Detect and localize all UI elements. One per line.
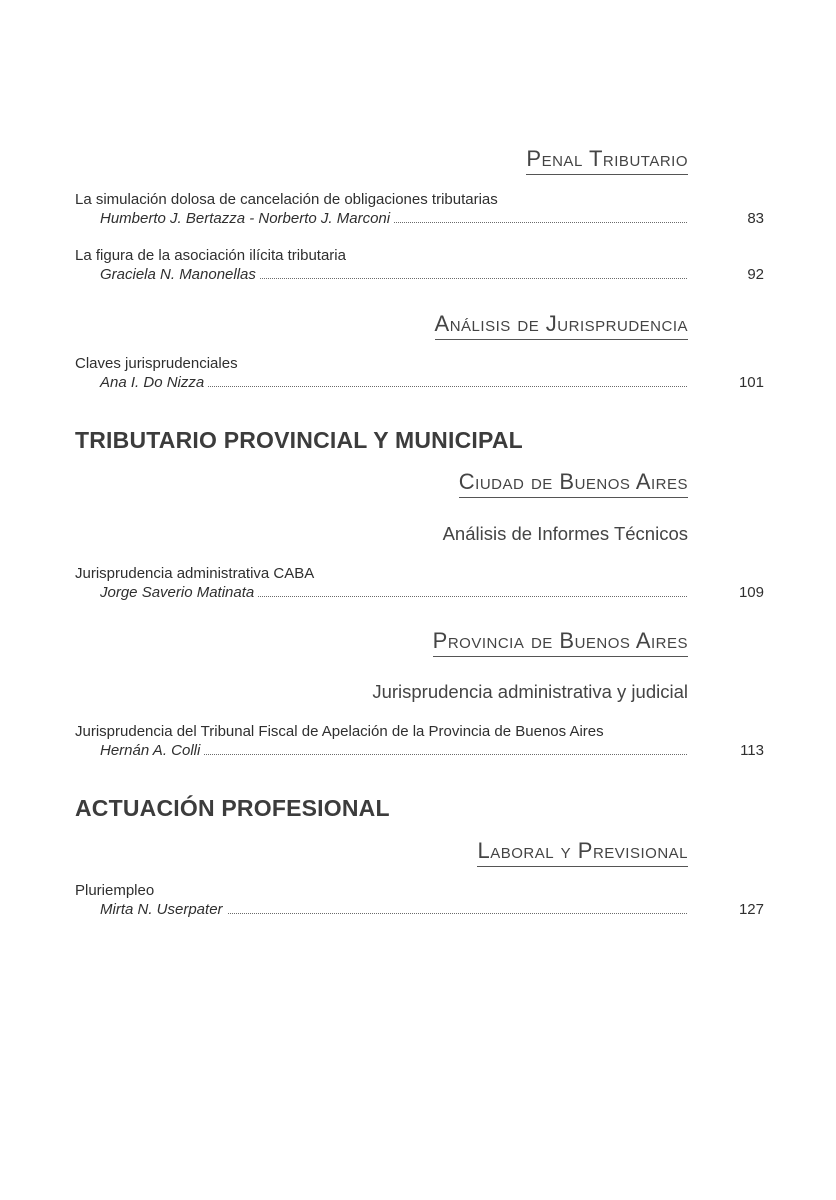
section-heading-provincia-buenos-aires: Provincia de Buenos Aires — [433, 628, 688, 657]
entry-author: Hernán A. Colli — [100, 742, 204, 760]
entry-title: La simulación dolosa de cancelación de obligaciones tributarias — [75, 191, 498, 208]
entry-title: Pluriempleo — [75, 882, 155, 899]
subsection-heading-analisis-informes: Análisis de Informes Técnicos — [442, 523, 688, 544]
entry-page-number: 113 — [740, 742, 764, 759]
subsection-heading-jurisprudencia-adm-judicial: Jurisprudencia administrativa y judicial — [372, 681, 688, 702]
entry-page-number: 127 — [738, 901, 764, 918]
section-heading-laboral-previsional: Laboral y Previsional — [477, 838, 688, 867]
section-heading-penal-tributario: Penal Tributario — [526, 146, 688, 175]
entry-page-number: 109 — [738, 584, 764, 601]
section-heading-analisis-jurisprudencia: Análisis de Jurisprudencia — [435, 311, 688, 340]
toc-entry[interactable] — [75, 882, 764, 919]
entry-author: Humberto J. Bertazza - Norberto J. Marconi — [100, 210, 394, 228]
entry-page-number: 92 — [747, 266, 764, 283]
entry-author: Ana I. Do Nizza — [100, 374, 208, 392]
entry-title: Claves jurisprudenciales — [75, 355, 238, 372]
major-heading-tributario-provincial: TRIBUTARIO PROVINCIAL Y MUNICIPAL — [75, 427, 523, 453]
entry-author: Graciela N. Manonellas — [100, 266, 260, 284]
entry-title: La figura de la asociación ilícita tributaria — [75, 247, 346, 264]
toc-entry[interactable] — [75, 247, 764, 284]
entry-title: Jurisprudencia del Tribunal Fiscal de Apelación de la Provincia de Buenos Aires — [75, 723, 604, 740]
entry-author: Mirta N. Userpater — [100, 901, 227, 919]
entry-title: Jurisprudencia administrativa CABA — [75, 565, 315, 582]
toc-entry[interactable] — [75, 355, 764, 392]
entry-author: Jorge Saverio Matinata — [100, 584, 258, 602]
entry-page-number: 101 — [738, 374, 764, 391]
toc-entry[interactable] — [75, 191, 764, 228]
section-heading-ciudad-buenos-aires: Ciudad de Buenos Aires — [459, 469, 688, 498]
toc-entry[interactable] — [75, 565, 764, 602]
toc-entry[interactable] — [75, 723, 764, 760]
entry-page-number: 83 — [747, 210, 764, 227]
major-heading-actuacion-profesional: ACTUACIÓN PROFESIONAL — [75, 795, 390, 821]
